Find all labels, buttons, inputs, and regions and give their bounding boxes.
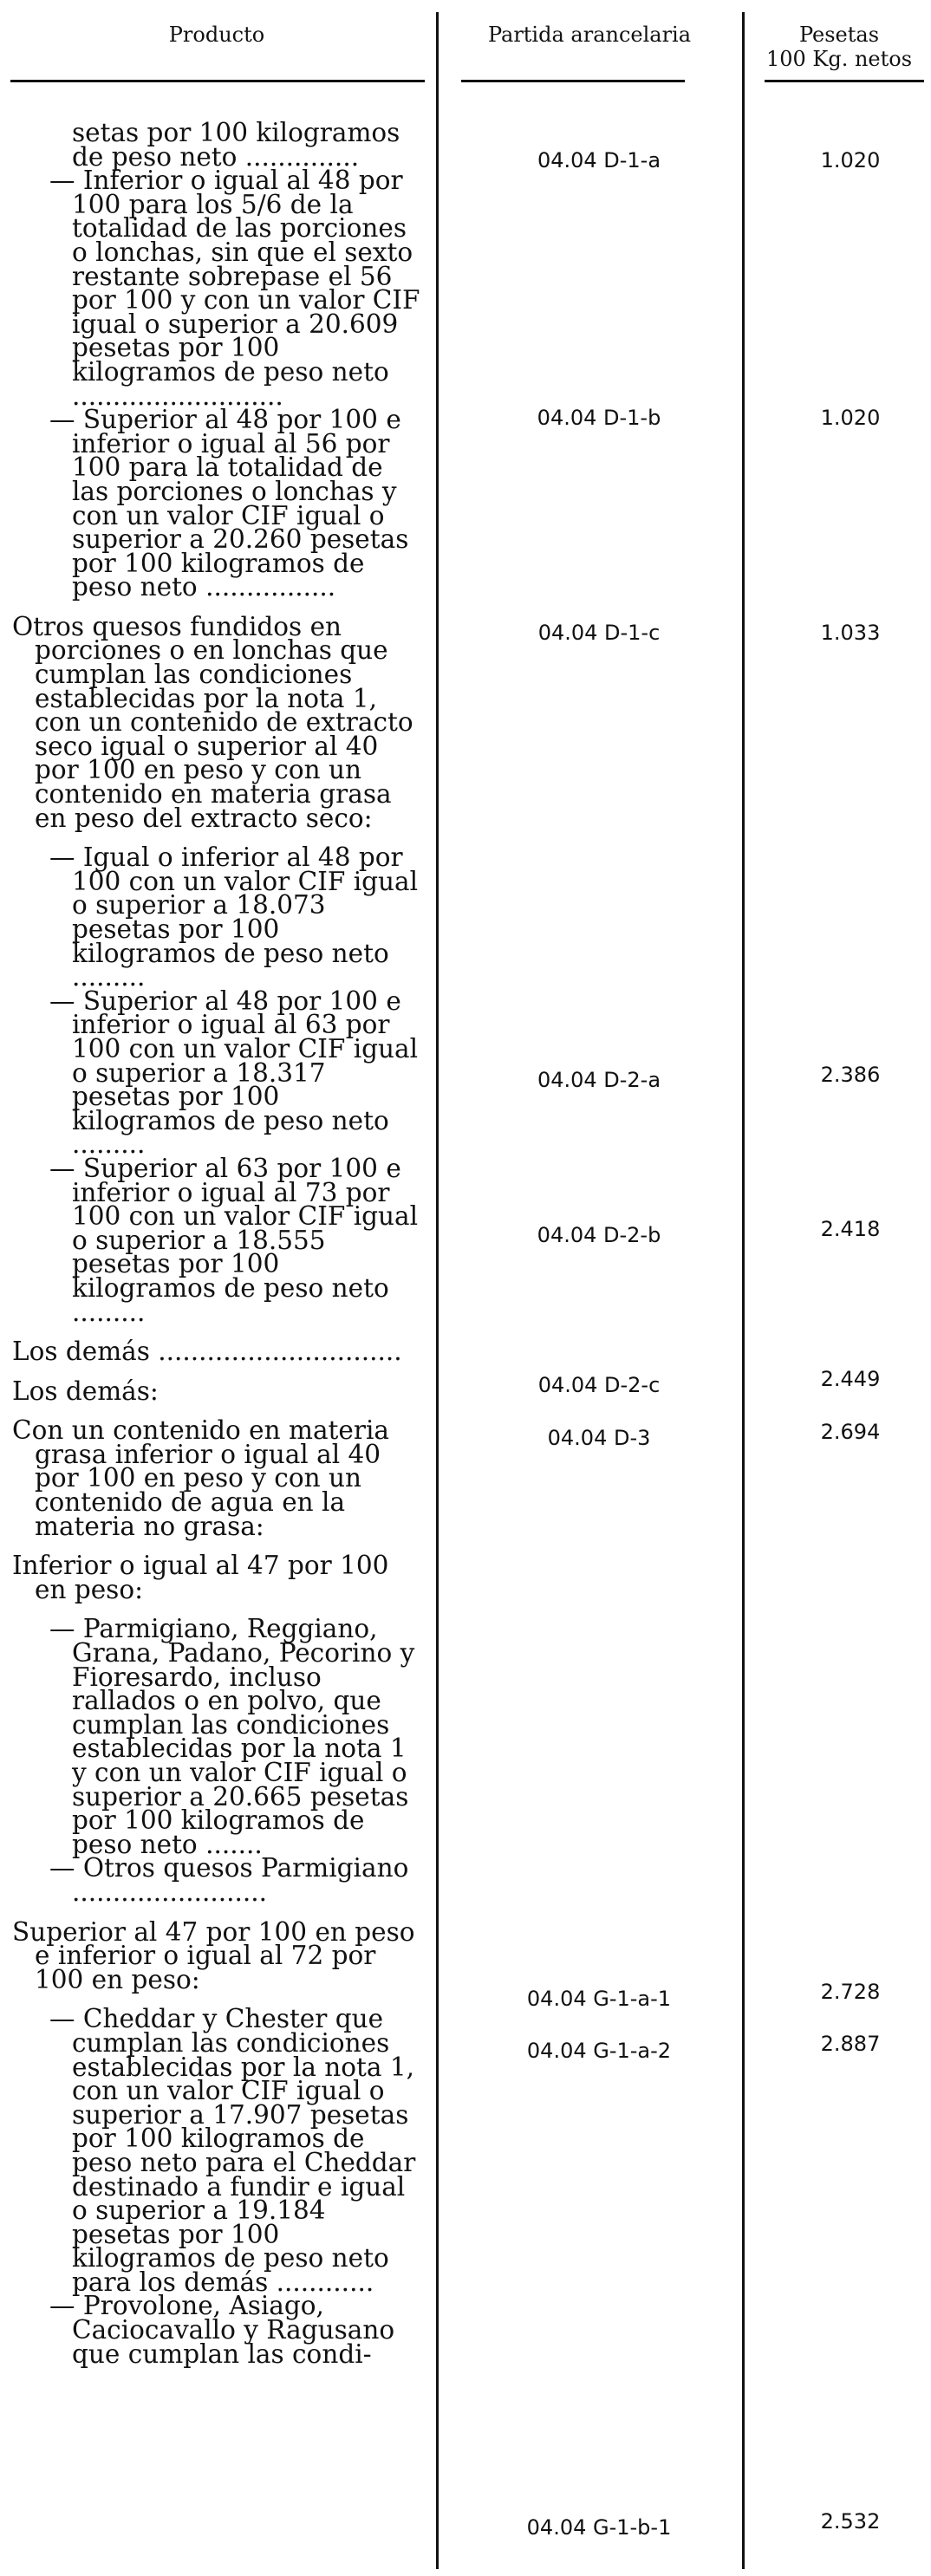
pesetas-value: 1.020 [820,148,881,172]
product-text: setas por 100 kilogramos de peso neto .............. [72,118,400,172]
product-text: — Igual o inferior al 48 por 100 con un valor CIF igual o superior a 18.073 pesetas por 100 kilogramos de peso neto ......... [49,842,419,992]
header-pesetas: Pesetas [798,23,880,47]
product-heading: Los demás: [12,1376,159,1406]
header-rule-producto [10,80,425,82]
pesetas-value: 2.887 [820,2032,881,2056]
product-text: — Cheddar y Chester que cumplan las condiciones establecidas por la nota 1, con un valor CIF igual o superior a 17.907 pesetas por 100 kilogramos de peso neto para el Cheddar destinado a fundir e igual o superior a 19.184 pesetas por 100 kilogramos de peso neto para los demás ............ [49,2004,416,2297]
tariff-code: 04.04 D-2-c [537,1373,661,1397]
tariff-code: 04.04 G-1-b-1 [526,2515,672,2540]
pesetas-value: 1.020 [820,406,881,430]
header-rule-partida [461,80,685,82]
tariff-code: 04.04 D-1-b [537,406,661,430]
pesetas-value: 1.033 [820,621,881,645]
pesetas-value: 2.532 [820,2509,881,2534]
column-divider-left [436,12,439,2569]
pesetas-value: 2.694 [820,1420,881,1444]
tariff-code: 04.04 D-2-a [537,1068,661,1092]
tariff-code: 04.04 G-1-a-2 [526,2039,672,2063]
column-divider-right [742,12,745,2569]
tariff-code: 04.04 D-2-b [537,1223,661,1247]
header-partida-arancelaria: Partida arancelaria [487,23,692,47]
header-100-kg-netos: 100 Kg. netos [765,47,913,71]
product-text: Los demás .............................. [12,1337,402,1367]
header-rule-pesetas [765,80,924,82]
product-text: — Provolone, Asiago, Caciocavallo y Ragusano que cumplan las condi- [49,2291,395,2369]
tariff-code: 04.04 D-1-c [537,621,661,645]
product-heading: Con un contenido en materia grasa inferior o igual al 40 por 100 en peso y con un contenido de agua en la materia no grasa: [12,1415,389,1541]
product-heading: Superior al 47 por 100 en peso e inferior o igual al 72 por 100 en peso: [12,1916,415,1994]
product-text: — Superior al 63 por 100 e inferior o igual al 73 por 100 con un valor CIF igual o superior a 18.555 pesetas por 100 kilogramos de peso neto ......... [49,1153,419,1327]
product-column [12,118,421,2369]
pesetas-value: 2.449 [820,1367,881,1391]
product-text: — Parmigiano, Reggiano, Grana, Padano, Pecorino y Fioresardo, incluso rallados o en polvo, que cumplan las condiciones establecidas por la nota 1 y con un valor CIF igual o superior a 20.665 pesetas por 100 kilogramos de peso neto ....... [49,1614,415,1859]
product-text: — Superior al 48 por 100 e inferior o igual al 63 por 100 con un valor CIF igual o superior a 18.317 pesetas por 100 kilogramos de peso neto ......... [49,986,419,1160]
product-heading: Inferior o igual al 47 por 100 en peso: [12,1551,389,1604]
tariff-code: 04.04 D-3 [547,1426,651,1450]
product-text: — Otros quesos Parmigiano ........................ [49,1853,409,1907]
product-text: — Superior al 48 por 100 e inferior o igual al 56 por 100 para la totalidad de las porciones o lonchas y con un valor CIF igual o superior a 20.260 pesetas por 100 kilogramos de peso neto ................ [49,405,409,602]
product-text: — Inferior o igual al 48 por 100 para los 5/6 de la totalidad de las porciones o lonchas, sin que el sexto restante sobrepase el 56 por 100 y con un valor CIF igual o superior a 20.609 pesetas por 100 kilogramos de peso neto .......................... [49,166,420,411]
pesetas-value: 2.728 [820,1980,881,2004]
header-producto: Producto [168,23,265,47]
product-heading: Otros quesos fundidos en porciones o en lonchas que cumplan las condiciones establecidas por la nota 1, con un contenido de extracto seco igual o superior al 40 por 100 en peso y con un contenido en materia grasa en peso del extracto seco: [12,611,413,833]
tariff-code: 04.04 G-1-a-1 [526,1987,672,2011]
pesetas-value: 2.418 [820,1217,881,1241]
pesetas-value: 2.386 [820,1063,881,1087]
tariff-code: 04.04 D-1-a [537,148,661,172]
